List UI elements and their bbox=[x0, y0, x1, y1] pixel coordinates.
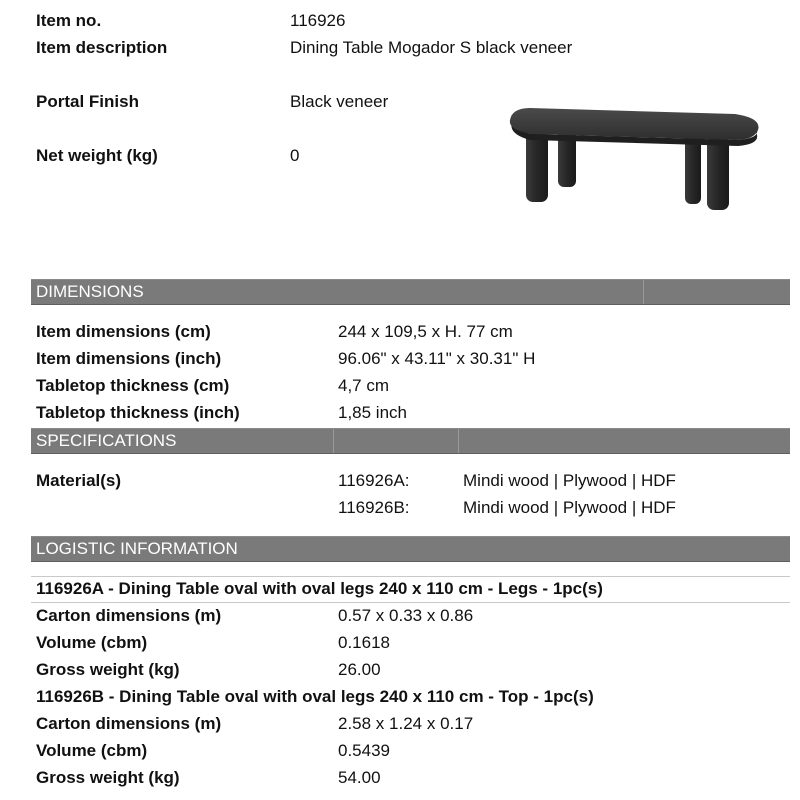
portal-finish-label: Portal Finish bbox=[36, 92, 139, 111]
logistic-title: LOGISTIC INFORMATION bbox=[36, 539, 238, 558]
dimension-value: 1,85 inch bbox=[338, 403, 407, 422]
logistic-value: 0.5439 bbox=[338, 741, 390, 760]
logistic-label: Volume (cbm) bbox=[36, 633, 148, 652]
logistic-value: 54.00 bbox=[338, 768, 381, 787]
dimensions-title: DIMENSIONS bbox=[36, 282, 144, 301]
specifications-section-header bbox=[31, 428, 790, 454]
logistic-value: 0.1618 bbox=[338, 633, 390, 652]
item-description-value: Dining Table Mogador S black veneer bbox=[290, 38, 573, 57]
material-code: 116926B: bbox=[338, 498, 410, 517]
logistic-label: Carton dimensions (m) bbox=[36, 606, 222, 625]
dimension-label: Item dimensions (inch) bbox=[36, 349, 222, 368]
logistic-value: 26.00 bbox=[338, 660, 381, 679]
material-code: 116926A: bbox=[338, 471, 410, 490]
dining-table-image bbox=[500, 92, 770, 242]
net-weight-value: 0 bbox=[290, 146, 300, 165]
dimension-value: 244 x 109,5 x H. 77 cm bbox=[338, 322, 513, 341]
logistic-value: 0.57 x 0.33 x 0.86 bbox=[338, 606, 474, 625]
logistic-label: Gross weight (kg) bbox=[36, 768, 180, 787]
item-no-label: Item no. bbox=[36, 11, 102, 30]
band-divider bbox=[643, 280, 644, 304]
logistic-section-header bbox=[31, 536, 790, 562]
band-divider bbox=[333, 429, 334, 453]
package-heading: 116926A - Dining Table oval with oval legs 240 x 110 cm - Legs - 1pc(s) bbox=[36, 579, 603, 598]
dimensions-section-header bbox=[31, 279, 790, 305]
dimension-label: Tabletop thickness (inch) bbox=[36, 403, 240, 422]
dimension-label: Tabletop thickness (cm) bbox=[36, 376, 230, 395]
band-divider bbox=[458, 429, 459, 453]
divider bbox=[31, 576, 790, 577]
divider bbox=[31, 602, 790, 603]
portal-finish-value: Black veneer bbox=[290, 92, 389, 111]
material-value: Mindi wood | Plywood | HDF bbox=[463, 498, 676, 517]
logistic-label: Carton dimensions (m) bbox=[36, 714, 222, 733]
table-leg-front-left bbox=[526, 132, 548, 202]
item-no-value: 116926 bbox=[290, 11, 346, 30]
item-description-label: Item description bbox=[36, 38, 168, 57]
logistic-label: Volume (cbm) bbox=[36, 741, 148, 760]
logistic-value: 2.58 x 1.24 x 0.17 bbox=[338, 714, 474, 733]
dimension-value: 96.06" x 43.11" x 30.31" H bbox=[338, 349, 536, 368]
material-value: Mindi wood | Plywood | HDF bbox=[463, 471, 676, 490]
material-label: Material(s) bbox=[36, 471, 122, 490]
net-weight-label: Net weight (kg) bbox=[36, 146, 158, 165]
dimension-value: 4,7 cm bbox=[338, 376, 390, 395]
dimension-label: Item dimensions (cm) bbox=[36, 322, 211, 341]
specifications-title: SPECIFICATIONS bbox=[36, 431, 177, 450]
table-leg-front-right bbox=[707, 136, 729, 210]
logistic-label: Gross weight (kg) bbox=[36, 660, 180, 679]
package-heading: 116926B - Dining Table oval with oval legs 240 x 110 cm - Top - 1pc(s) bbox=[36, 687, 594, 706]
dining-table-illustration bbox=[500, 92, 770, 242]
